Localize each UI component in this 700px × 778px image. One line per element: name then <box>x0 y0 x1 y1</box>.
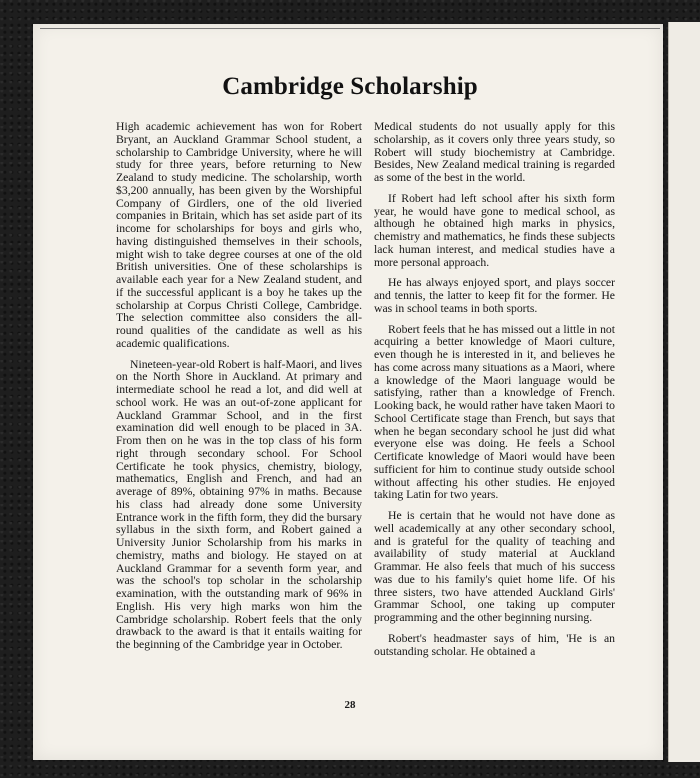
right-column <box>374 121 615 658</box>
right-paragraph-6: Robert's headmaster says of him, 'He is an outstanding scholar. He obtained a <box>374 631 615 658</box>
page-number: 28 <box>344 699 356 711</box>
right-paragraph-2: If Robert had left school after his sixth form year, he would have gone to medical school, as although he obtained high marks in physics, chemistry and mathematics, he finds these subjects lack human interest, and medical studies have a more personal approach. <box>374 191 615 269</box>
top-rule <box>40 28 660 29</box>
left-paragraph-2: Nineteen-year-old Robert is half-Maori, and lives on the North Shore in Auckland. At primary and intermediate school he read a lot, and did well at school work. He was an out-of-zone applicant for Auckland Grammar School, and in the first examination did well enough to be placed in 3A. From then on he was in the top class of his form right through secondary school. For School Certificate he took physics, chemistry, biology, mathematics, English and French, and had an average of 89%, obtaining 97% in maths. Because his class had already done some University Entrance work in the fifth form, they did the bursary syllabus in the sixth form, and Robert gained a University Junior Scholarship from his marks in chemistry, maths and biology. He stayed on at Auckland Grammar for a seventh form year, and was the school's top scholar in the scholarship examination, with the outstanding mark of 96% in English. His very high marks won him the Cambridge scholarship. Robert feels that the only drawback to the award is that it entails waiting for the beginning of the Cambridge year in October. <box>116 357 362 651</box>
right-paragraph-4: Robert feels that he has missed out a little in not acquiring a better knowledge of Maori culture, even though he is interested in it, and believes he has come across many situations as a Maori, where a knowledge of the Maori language would be satisfying, rather than a knowledge of French. Looking back, he would rather have taken Maori to School Certificate stage than French, but says that when he began secondary school he just did what everyone else was doing. He feels a School Certificate knowledge of Maori would have been sufficient for him to continue study outside school without affecting his other studies. He enjoyed taking Latin for two years. <box>374 322 615 502</box>
adjacent-page-edge <box>668 22 700 762</box>
right-paragraph-5: He is certain that he would not have done as well academically at any other secondary school, and is grateful for the quality of teaching and availability of study material at Auckland Grammar. He also feels that much of his success was due to his family's quiet home life. Of his three sisters, two have attended Auckland Girls' Grammar School, one taking up computer programming and the other beginning nursing. <box>374 509 615 624</box>
article-title: Cambridge Scholarship <box>222 72 478 100</box>
right-paragraph-1: Medical students do not usually apply for this scholarship, as it covers only three years study, so Robert will study biochemistry at Cambridge. Besides, New Zealand medical training is regarded as some of the best in the world. <box>374 120 615 184</box>
right-paragraph-3: He has always enjoyed sport, and plays soccer and tennis, the latter to keep fit for the former. He was in school teams in both sports. <box>374 276 615 315</box>
left-column <box>116 121 362 652</box>
left-paragraph-1: High academic achievement has won for Robert Bryant, an Auckland Grammar School student, a scholarship to Cambridge University, where he will study for three years, before returning to New Zealand to study medicine. The scholarship, worth $3,200 annually, has been given by the Worshipful Company of Girdlers, one of the old liveried companies in Britain, which has set aside part of its income for scholarships for boys and girls who, having distinguished themselves in their schools, might wish to take degree courses at one of the old British universities. One of these scholarships is available each year for a New Zealand student, and if the successful applicant is a boy he takes up the scholarship at Corpus Christi College, Cambridge. The selection committee also considers the all-round qualities of the candidate as well as his academic qualifications. <box>116 120 362 350</box>
